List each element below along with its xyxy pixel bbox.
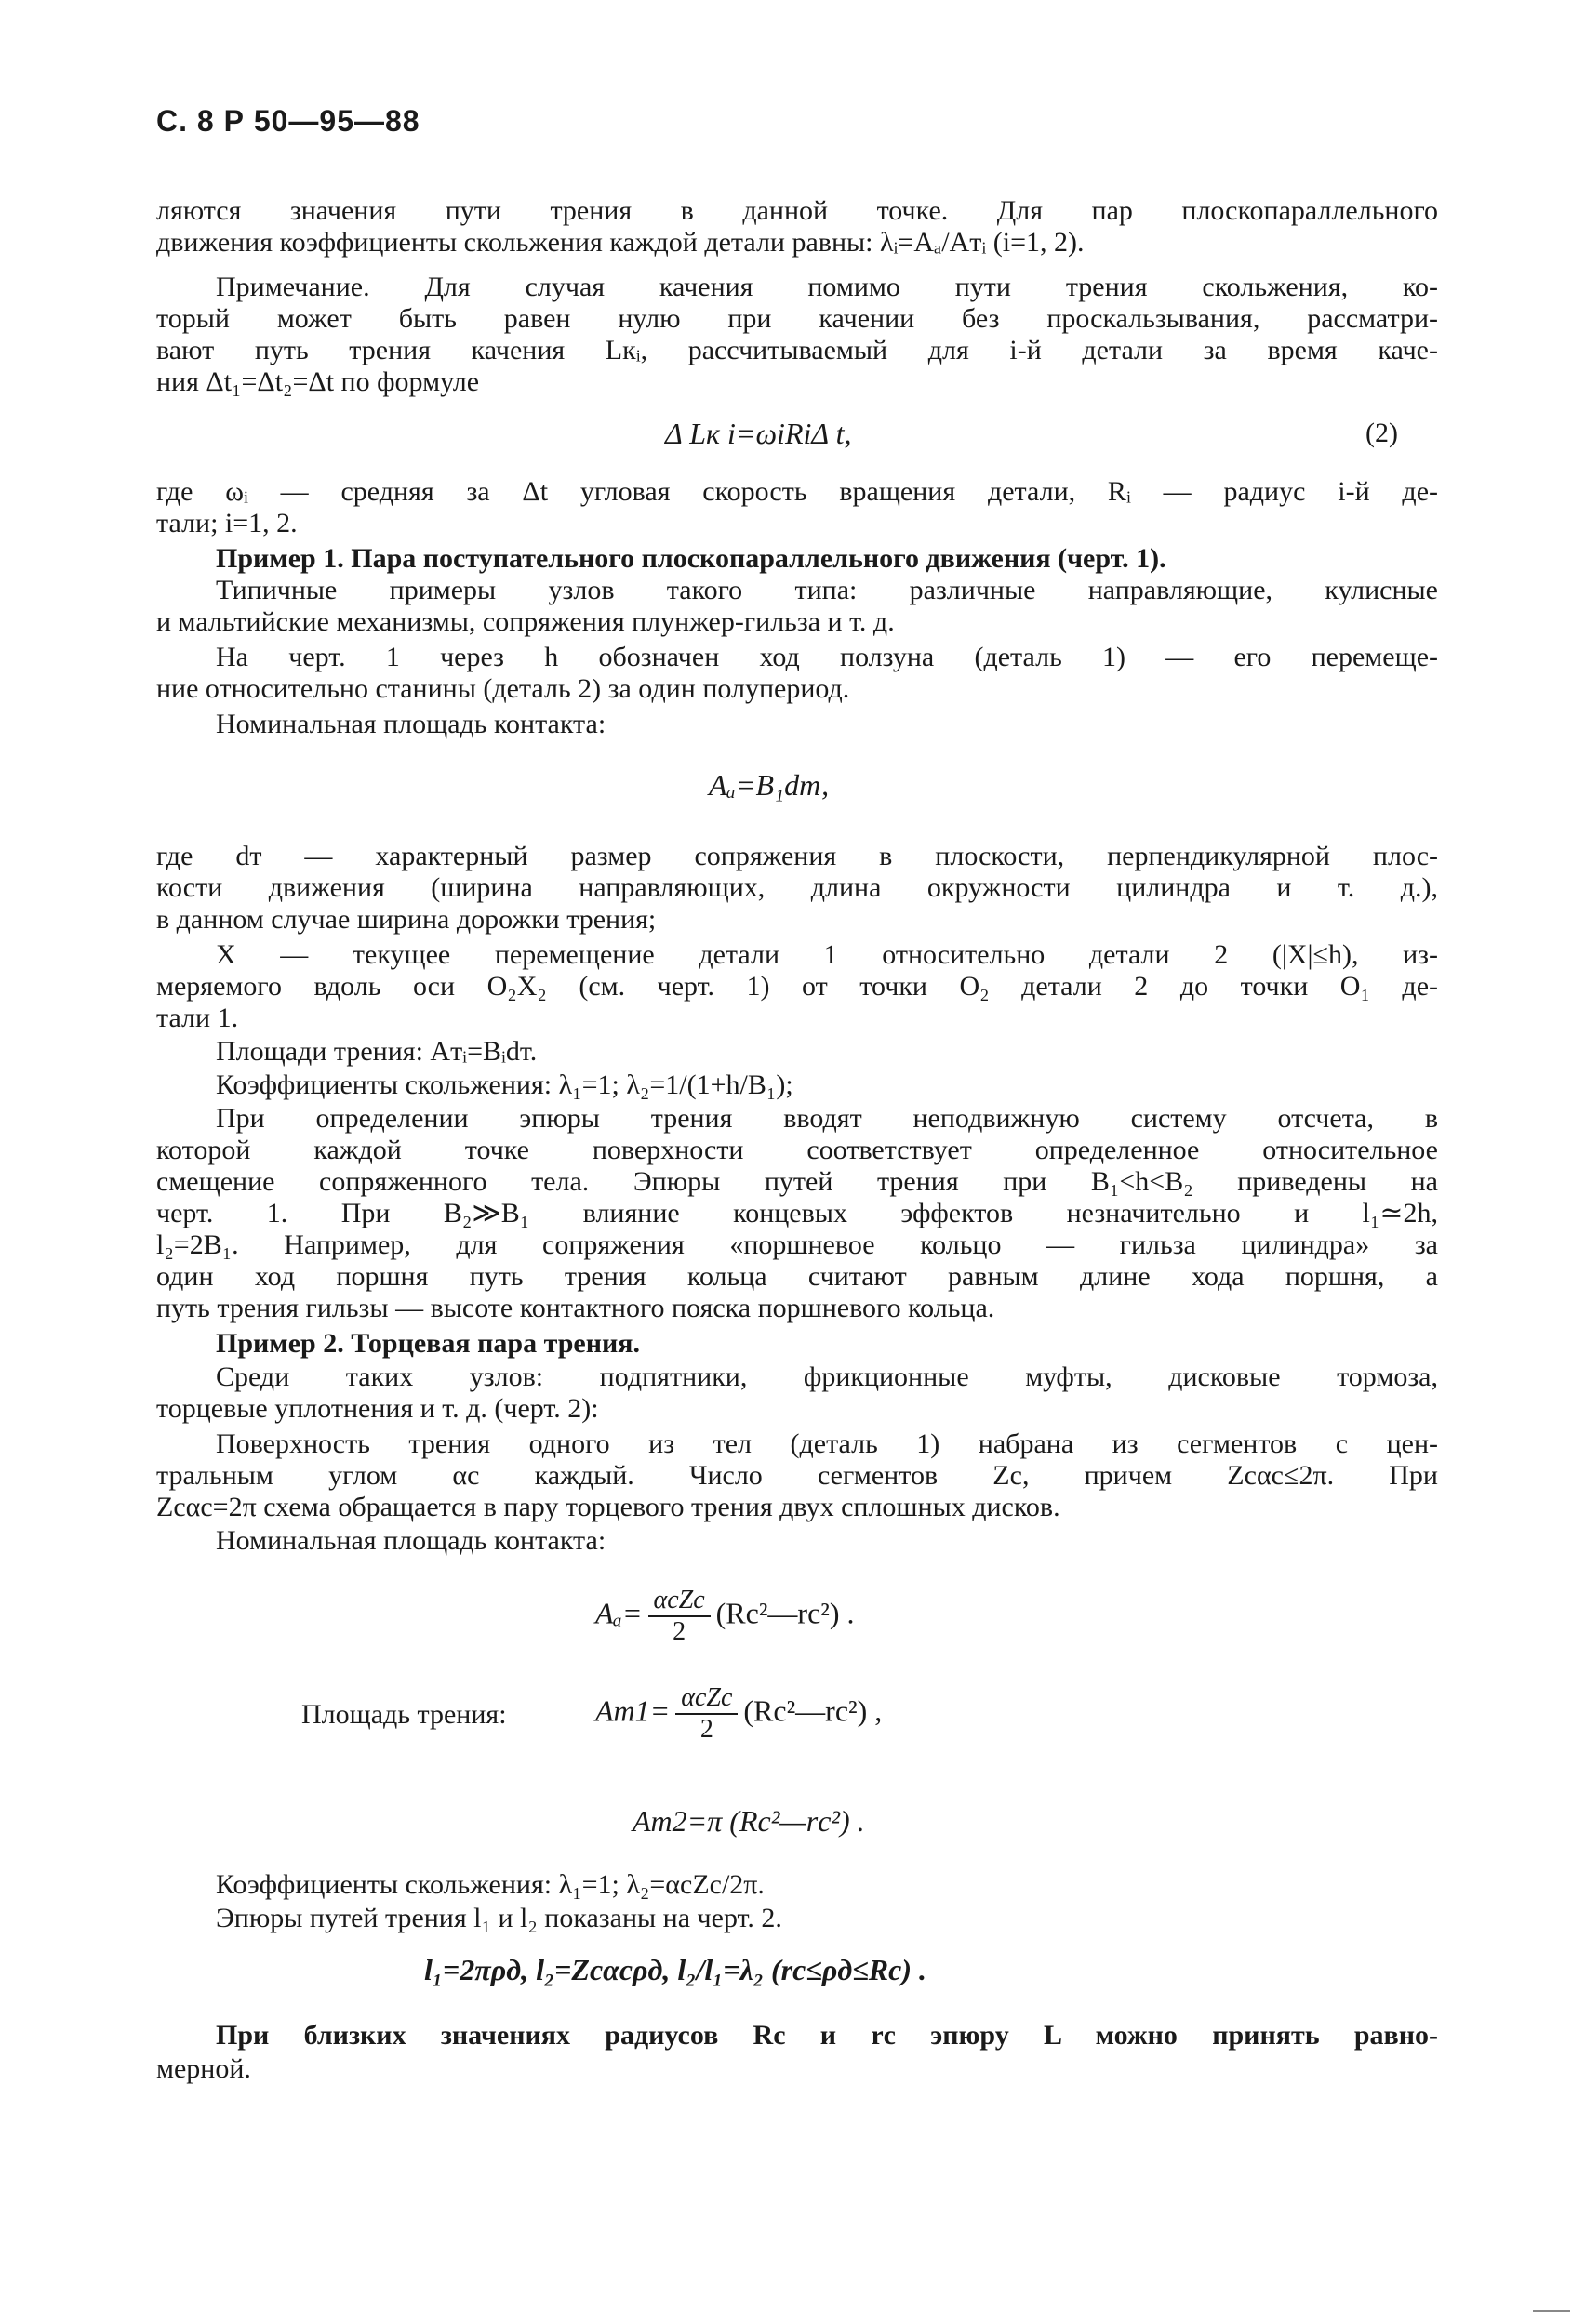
- page-header: С. 8 Р 50—95—88: [156, 104, 420, 138]
- text-line: и мальтийские механизмы, сопряжения плунжер-гильза и т. д.: [156, 606, 895, 637]
- formula-at1: [595, 1683, 882, 1745]
- example-heading: [216, 1328, 1438, 1360]
- text-line: Коэффициенты скольжения: λ₁=1; λ₂=1/(1+h/B₁);: [216, 1069, 793, 1100]
- text-line: Номинальная площадь контакта:: [216, 1525, 606, 1556]
- text-line: Среди таких узлов: подпятники, фрикционные муфты, дисковые тормоза,: [216, 1361, 1438, 1392]
- example-2-text: Пример 2. Торцевая пара трения.: [216, 1328, 640, 1359]
- text-line: Номинальная площадь контакта:: [216, 709, 606, 739]
- text-line: мерной.: [156, 2053, 251, 2084]
- fraction-denominator: 2: [673, 1617, 686, 1646]
- formula-at1-left: Aт1=: [595, 1693, 671, 1728]
- example-heading: [216, 543, 1438, 575]
- formula-aa2: [595, 1586, 855, 1647]
- text-line: На черт. 1 через h обозначен ход ползуна (деталь 1) — его перемеще-: [216, 642, 1438, 672]
- note-line: вают путь трения качения Lкᵢ, рассчитываемый для i-й детали за время каче-: [156, 335, 1438, 365]
- text-line: меряемого вдоль оси O₂X₂ (см. черт. 1) от точки O₂ детали 2 до точки O₁ де-: [156, 971, 1438, 1002]
- formula-eq2: Δ Lк i=ωiRiΔ t,: [665, 417, 852, 450]
- fraction: [648, 1586, 711, 1647]
- fraction-denominator: 2: [699, 1715, 713, 1744]
- text-line: тали 1.: [156, 1003, 239, 1033]
- text-line: один ход поршня путь трения кольца считают равным длине хода поршня, а: [156, 1261, 1438, 1292]
- text-line: Площади трения: Aтᵢ=Bᵢdт.: [216, 1036, 538, 1067]
- text-line: При близких значениях радиусов Rс и rс эпюру L можно принять равно-: [216, 2020, 1438, 2051]
- formula-aa2-right: (Rс²—rс²) .: [715, 1596, 855, 1630]
- fraction: [675, 1683, 738, 1745]
- note-line: ния Δt₁=Δt₂=Δt по формуле: [156, 366, 480, 397]
- note-line: торый может быть равен нулю при качении без проскальзывания, рассматри-: [156, 303, 1438, 334]
- formula-aa2-left: Aₐ=: [595, 1596, 643, 1630]
- text-line: черт. 1. При B₂≫B₁ влияние концевых эффектов незначительно и l₁≃2h,: [156, 1198, 1438, 1228]
- scan-mark: [1533, 2310, 1570, 2312]
- text-line: тали; i=1, 2.: [156, 508, 298, 538]
- formula-at1-right: (Rс²—rс²) ,: [743, 1693, 883, 1728]
- example-1-text: Пример 1. Пара поступательного плоскопараллельного движения (черт. 1).: [216, 543, 1166, 574]
- text-line: торцевые уплотнения и т. д. (черт. 2):: [156, 1393, 599, 1424]
- text-line: кости движения (ширина направляющих, длина окружности цилиндра и т. д.),: [156, 872, 1438, 903]
- text-line: ние относительно станины (деталь 2) за один полупериод.: [156, 673, 850, 704]
- text-line: где ωᵢ — средняя за Δt угловая скорость вращения детали, Rᵢ — радиус i-й де-: [156, 476, 1438, 507]
- text-line: движения коэффициенты скольжения каждой детали равны: λᵢ=Aₐ/Aтᵢ (i=1, 2).: [156, 227, 1085, 258]
- formula-at2: Aт2=π (Rс²—rс²) .: [633, 1804, 865, 1838]
- text-line: Коэффициенты скольжения: λ₁=1; λ₂=αсZс/2π.: [216, 1869, 765, 1900]
- formula-aa1: Aₐ=B₁dт,: [709, 768, 830, 802]
- fraction-numerator: αсZс: [648, 1586, 711, 1617]
- text-line: которой каждой точке поверхности соответствует определенное относительное: [156, 1135, 1438, 1165]
- friction-area-label: Площадь трения:: [301, 1699, 507, 1730]
- text-line: Эпюры путей трения l₁ и l₂ показаны на черт. 2.: [216, 1903, 782, 1933]
- formula-l: l₁=2πρд, l₂=Zсαсρд, l₂/l₁=λ₂ (rс≤ρд≤Rс) .: [424, 1953, 926, 1986]
- text-line: ляются значения пути трения в данной точке. Для пар плоскопараллельного: [156, 195, 1438, 226]
- text-line: Поверхность трения одного из тел (деталь 1) набрана из сегментов с цен-: [216, 1428, 1438, 1459]
- text-line: l₂=2B₁. Например, для сопряжения «поршневое кольцо — гильза цилиндра» за: [156, 1229, 1438, 1260]
- text-line: X — текущее перемещение детали 1 относительно детали 2 (|X|≤h), из-: [216, 939, 1438, 970]
- text-line: тральным углом αс каждый. Число сегментов Zс, причем Zсαс≤2π. При: [156, 1460, 1438, 1491]
- note-line: Примечание. Для случая качения помимо пути трения скольжения, ко-: [216, 272, 1438, 302]
- fraction-numerator: αсZс: [675, 1683, 738, 1715]
- text-line: При определении эпюры трения вводят неподвижную систему отсчета, в: [216, 1103, 1438, 1134]
- text-line: в данном случае ширина дорожки трения;: [156, 904, 657, 935]
- text-line: Zсαс=2π схема обращается в пару торцевого трения двух сплошных дисков.: [156, 1492, 1060, 1522]
- text-line: Типичные примеры узлов такого типа: различные направляющие, кулисные: [216, 575, 1438, 605]
- equation-number: (2): [1365, 418, 1398, 448]
- text-line: смещение сопряженного тела. Эпюры путей трения при B₁<h<B₂ приведены на: [156, 1166, 1438, 1197]
- text-line: где dт — характерный размер сопряжения в плоскости, перпендикулярной плос-: [156, 841, 1438, 871]
- text-line: путь трения гильзы — высоте контактного пояска поршневого кольца.: [156, 1293, 995, 1323]
